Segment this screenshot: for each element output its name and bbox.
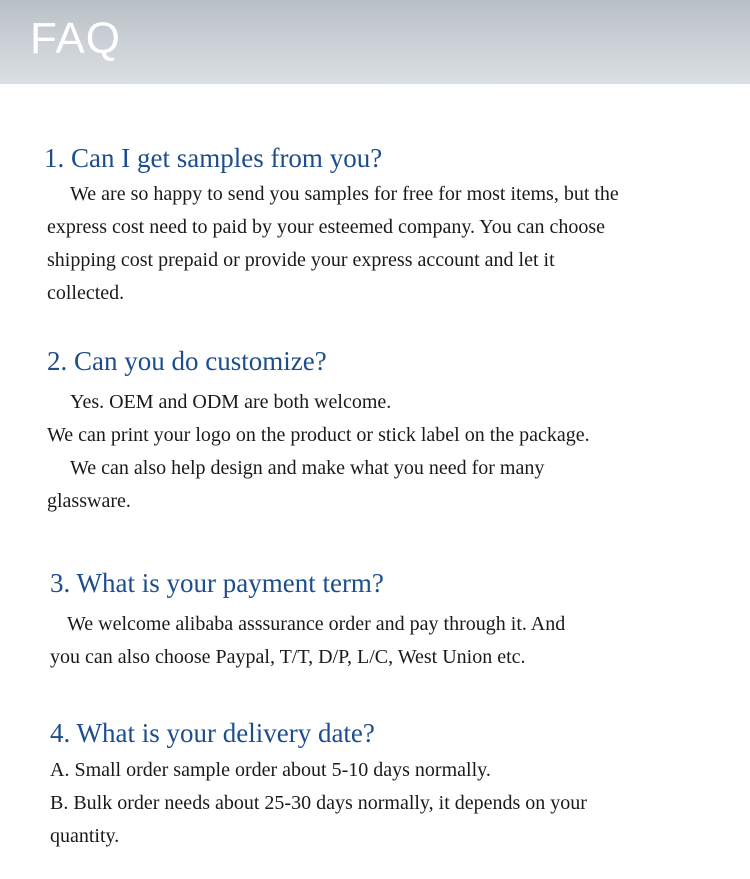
faq-answer-3 — [50, 608, 565, 674]
faq-answer-1 — [47, 178, 619, 310]
faq-header-banner — [0, 0, 750, 84]
faq-answer-4-line-2: B. Bulk order needs about 25-30 days normally, it depends on your — [50, 792, 587, 814]
faq-answer-2-line-4: glassware. — [47, 490, 131, 512]
faq-answer-1-line-3: shipping cost prepaid or provide your express account and let it — [47, 249, 555, 271]
faq-question-2: 2. Can you do customize? — [47, 346, 327, 376]
faq-question-1: 1. Can I get samples from you? — [44, 143, 383, 173]
faq-answer-2 — [47, 386, 590, 518]
faq-answer-3-line-2: you can also choose Paypal, T/T, D/P, L/C, West Union etc. — [50, 646, 526, 668]
faq-answer-2-line-2: We can print your logo on the product or stick label on the package. — [47, 424, 590, 446]
faq-answer-1-line-2: express cost need to paid by your esteemed company. You can choose — [47, 216, 606, 238]
faq-answer-4 — [50, 754, 587, 853]
faq-answer-2-line-3: We can also help design and make what you need for many — [70, 457, 545, 479]
faq-answer-1-line-1: We are so happy to send you samples for free for most items, but the — [70, 183, 619, 205]
page-title: FAQ — [30, 14, 122, 63]
faq-answer-4-line-3: quantity. — [50, 825, 120, 847]
faq-question-4: 4. What is your delivery date? — [50, 718, 375, 748]
faq-answer-4-line-1: A. Small order sample order about 5-10 days normally. — [50, 759, 491, 781]
faq-answer-2-line-1: Yes. OEM and ODM are both welcome. — [70, 391, 392, 413]
faq-question-3: 3. What is your payment term? — [50, 568, 384, 598]
faq-answer-1-line-4: collected. — [47, 282, 125, 304]
faq-answer-3-line-1: We welcome alibaba asssurance order and pay through it. And — [67, 613, 566, 635]
